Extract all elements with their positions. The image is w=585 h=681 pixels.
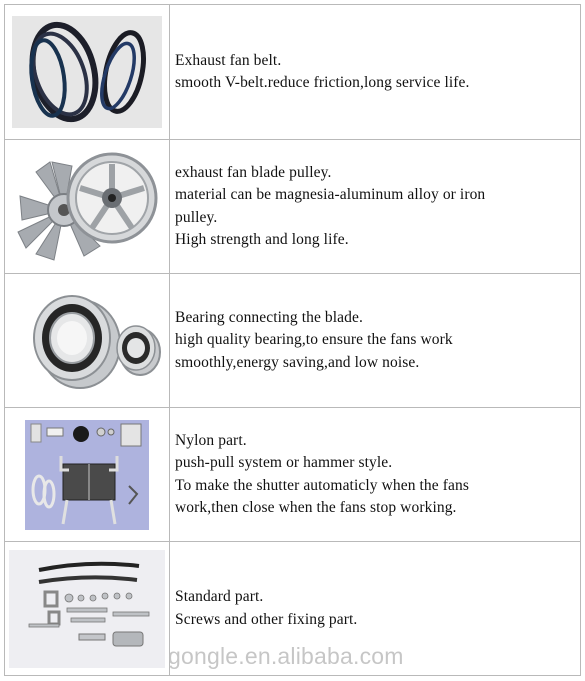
part-description: material can be magnesia-aluminum alloy or iron: [175, 186, 486, 203]
watermark-text: gongle.en.alibaba.com: [168, 643, 404, 669]
description-cell: [170, 274, 581, 408]
description-cell: [170, 5, 581, 140]
part-title: exhaust fan blade pulley.: [175, 163, 332, 181]
blade-pulley-image: [12, 148, 162, 266]
part-title: Bearing connecting the blade.: [175, 308, 363, 326]
image-cell: [5, 5, 170, 140]
standard-part-image: [9, 550, 165, 668]
part-description: pulley.: [175, 208, 218, 226]
nylon-part-image: [25, 420, 149, 530]
description-cell: [170, 408, 581, 542]
part-title: Exhaust fan belt.: [175, 51, 282, 69]
part-description: work,then close when the fans stop working.: [175, 499, 457, 516]
part-description: smoothly,energy saving,and low noise.: [175, 353, 420, 371]
table-row: [5, 408, 581, 542]
part-description: High strength and long life.: [175, 231, 349, 248]
fan-belt-image: [12, 16, 162, 128]
parts-table: [4, 4, 581, 676]
bearing-image: [12, 286, 162, 396]
part-description: Screws and other fixing part.: [175, 610, 358, 628]
table-row: [5, 5, 581, 140]
table-row: [5, 140, 581, 274]
part-description: high quality bearing,to ensure the fans work: [175, 331, 453, 349]
image-cell: [5, 140, 170, 274]
part-description: To make the shutter automaticly when the fans: [175, 476, 469, 494]
image-cell: [5, 542, 170, 676]
part-title: Nylon part.: [175, 431, 247, 449]
image-cell: [5, 408, 170, 542]
description-cell: [170, 140, 581, 274]
part-title: Standard part.: [175, 588, 264, 605]
part-description: smooth V-belt.reduce friction,long service life.: [175, 74, 470, 91]
table-row: [5, 274, 581, 408]
image-cell: [5, 274, 170, 408]
part-description: push-pull system or hammer style.: [175, 454, 393, 471]
